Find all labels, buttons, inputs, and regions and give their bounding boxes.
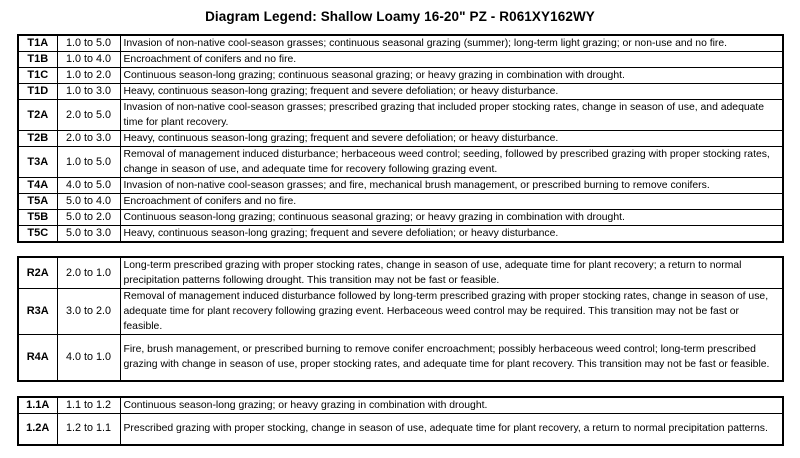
- transition-range: 5.0 to 3.0: [57, 226, 120, 243]
- transition-range: 2.0 to 3.0: [57, 131, 120, 147]
- transition-code: T1A: [18, 35, 57, 52]
- transition-description: Prescribed grazing with proper stocking, change in season of use, adequate time for plant recovery, a return to normal precipitation patterns.: [120, 414, 783, 445]
- legend-title: Diagram Legend: Shallow Loamy 16-20" PZ - R061XY162WY: [205, 9, 595, 24]
- legend-row: [18, 414, 783, 445]
- transition-description: Invasion of non-native cool-season grasses; and fire, mechanical brush management, or prescribed burning to remove conifers.: [120, 178, 783, 194]
- legend-row: [18, 147, 783, 178]
- transition-description: Continuous season-long grazing; continuous seasonal grazing; or heavy grazing in combination with drought.: [120, 210, 783, 226]
- transition-description: Long-term prescribed grazing with proper stocking rates, change in season of use, adequate time for plant recovery; a return to normal precipitation patterns following drought. This transition may not be fast or feasible.: [120, 257, 783, 289]
- transition-description: Continuous season-long grazing; continuous seasonal grazing; or heavy grazing in combination with drought.: [120, 68, 783, 84]
- transition-range: 1.2 to 1.1: [57, 414, 120, 445]
- transition-code: T4A: [18, 178, 57, 194]
- transition-code: T5A: [18, 194, 57, 210]
- transition-description: Heavy, continuous season-long grazing; frequent and severe defoliation; or heavy disturbance.: [120, 226, 783, 243]
- transition-code: T5B: [18, 210, 57, 226]
- transition-description: Removal of management induced disturbance followed by long-term prescribed grazing with proper stocking rates, change in season of use, adequate time for plant recovery following grazing event. Herbaceous weed control may be required. This transition may not be fast or feasible.: [120, 289, 783, 335]
- legend-row: [18, 226, 783, 243]
- transition-description: Encroachment of conifers and no fire.: [120, 52, 783, 68]
- transition-code: R4A: [18, 335, 57, 381]
- legend-row: [18, 397, 783, 414]
- transition-code: T5C: [18, 226, 57, 243]
- legend-row: [18, 289, 783, 335]
- transition-range: 1.0 to 2.0: [57, 68, 120, 84]
- legend-row: [18, 257, 783, 289]
- legend-row: [18, 335, 783, 381]
- transition-range: 3.0 to 2.0: [57, 289, 120, 335]
- transition-range: 1.0 to 5.0: [57, 35, 120, 52]
- transition-description: Fire, brush management, or prescribed burning to remove conifer encroachment; possibly herbaceous weed control; long-term prescribed grazing with change in season of use, proper stocking rates, and adequate time for plant recovery. This transition may not be fast or feasible.: [120, 335, 783, 381]
- transition-code: R2A: [18, 257, 57, 289]
- transition-range: 4.0 to 5.0: [57, 178, 120, 194]
- transition-range: 4.0 to 1.0: [57, 335, 120, 381]
- transition-description: Invasion of non-native cool-season grasses; continuous seasonal grazing (summer); long-term light grazing; or non-use and no fire.: [120, 35, 783, 52]
- legend-row: [18, 100, 783, 131]
- legend-row: [18, 131, 783, 147]
- transition-range: 5.0 to 2.0: [57, 210, 120, 226]
- transition-code: T1C: [18, 68, 57, 84]
- transition-range: 1.0 to 5.0: [57, 147, 120, 178]
- legend-row: [18, 210, 783, 226]
- transition-code: T1B: [18, 52, 57, 68]
- transition-description: Encroachment of conifers and no fire.: [120, 194, 783, 210]
- transition-description: Heavy, continuous season-long grazing; frequent and severe defoliation; or heavy disturbance.: [120, 131, 783, 147]
- transition-range: 5.0 to 4.0: [57, 194, 120, 210]
- restoration-table: [17, 256, 784, 382]
- transition-range: 1.0 to 4.0: [57, 52, 120, 68]
- legend-row: [18, 52, 783, 68]
- transition-code: 1.1A: [18, 397, 57, 414]
- transition-description: Removal of management induced disturbance; herbaceous weed control; seeding, followed by prescribed grazing with proper stocking rates, change in season of use, and adequate time for recovery following grazing event.: [120, 147, 783, 178]
- transition-code: 1.2A: [18, 414, 57, 445]
- legend-row: [18, 84, 783, 100]
- transition-code: T2B: [18, 131, 57, 147]
- transition-range: 2.0 to 1.0: [57, 257, 120, 289]
- transition-range: 1.0 to 3.0: [57, 84, 120, 100]
- community-pathways-table: [17, 396, 784, 446]
- transition-range: 2.0 to 5.0: [57, 100, 120, 131]
- transition-code: R3A: [18, 289, 57, 335]
- legend-row: [18, 194, 783, 210]
- transition-range: 1.1 to 1.2: [57, 397, 120, 414]
- transition-code: T1D: [18, 84, 57, 100]
- transition-description: Continuous season-long grazing; or heavy grazing in combination with drought.: [120, 397, 783, 414]
- transition-code: T3A: [18, 147, 57, 178]
- legend-row: [18, 178, 783, 194]
- transition-description: Heavy, continuous season-long grazing; frequent and severe defoliation; or heavy disturbance.: [120, 84, 783, 100]
- legend-row: [18, 68, 783, 84]
- legend-row: [18, 35, 783, 52]
- transition-code: T2A: [18, 100, 57, 131]
- transitions-table: [17, 34, 784, 243]
- transition-description: Invasion of non-native cool-season grasses; prescribed grazing that included proper stocking rates, change in season of use, and adequate time for plant recovery.: [120, 100, 783, 131]
